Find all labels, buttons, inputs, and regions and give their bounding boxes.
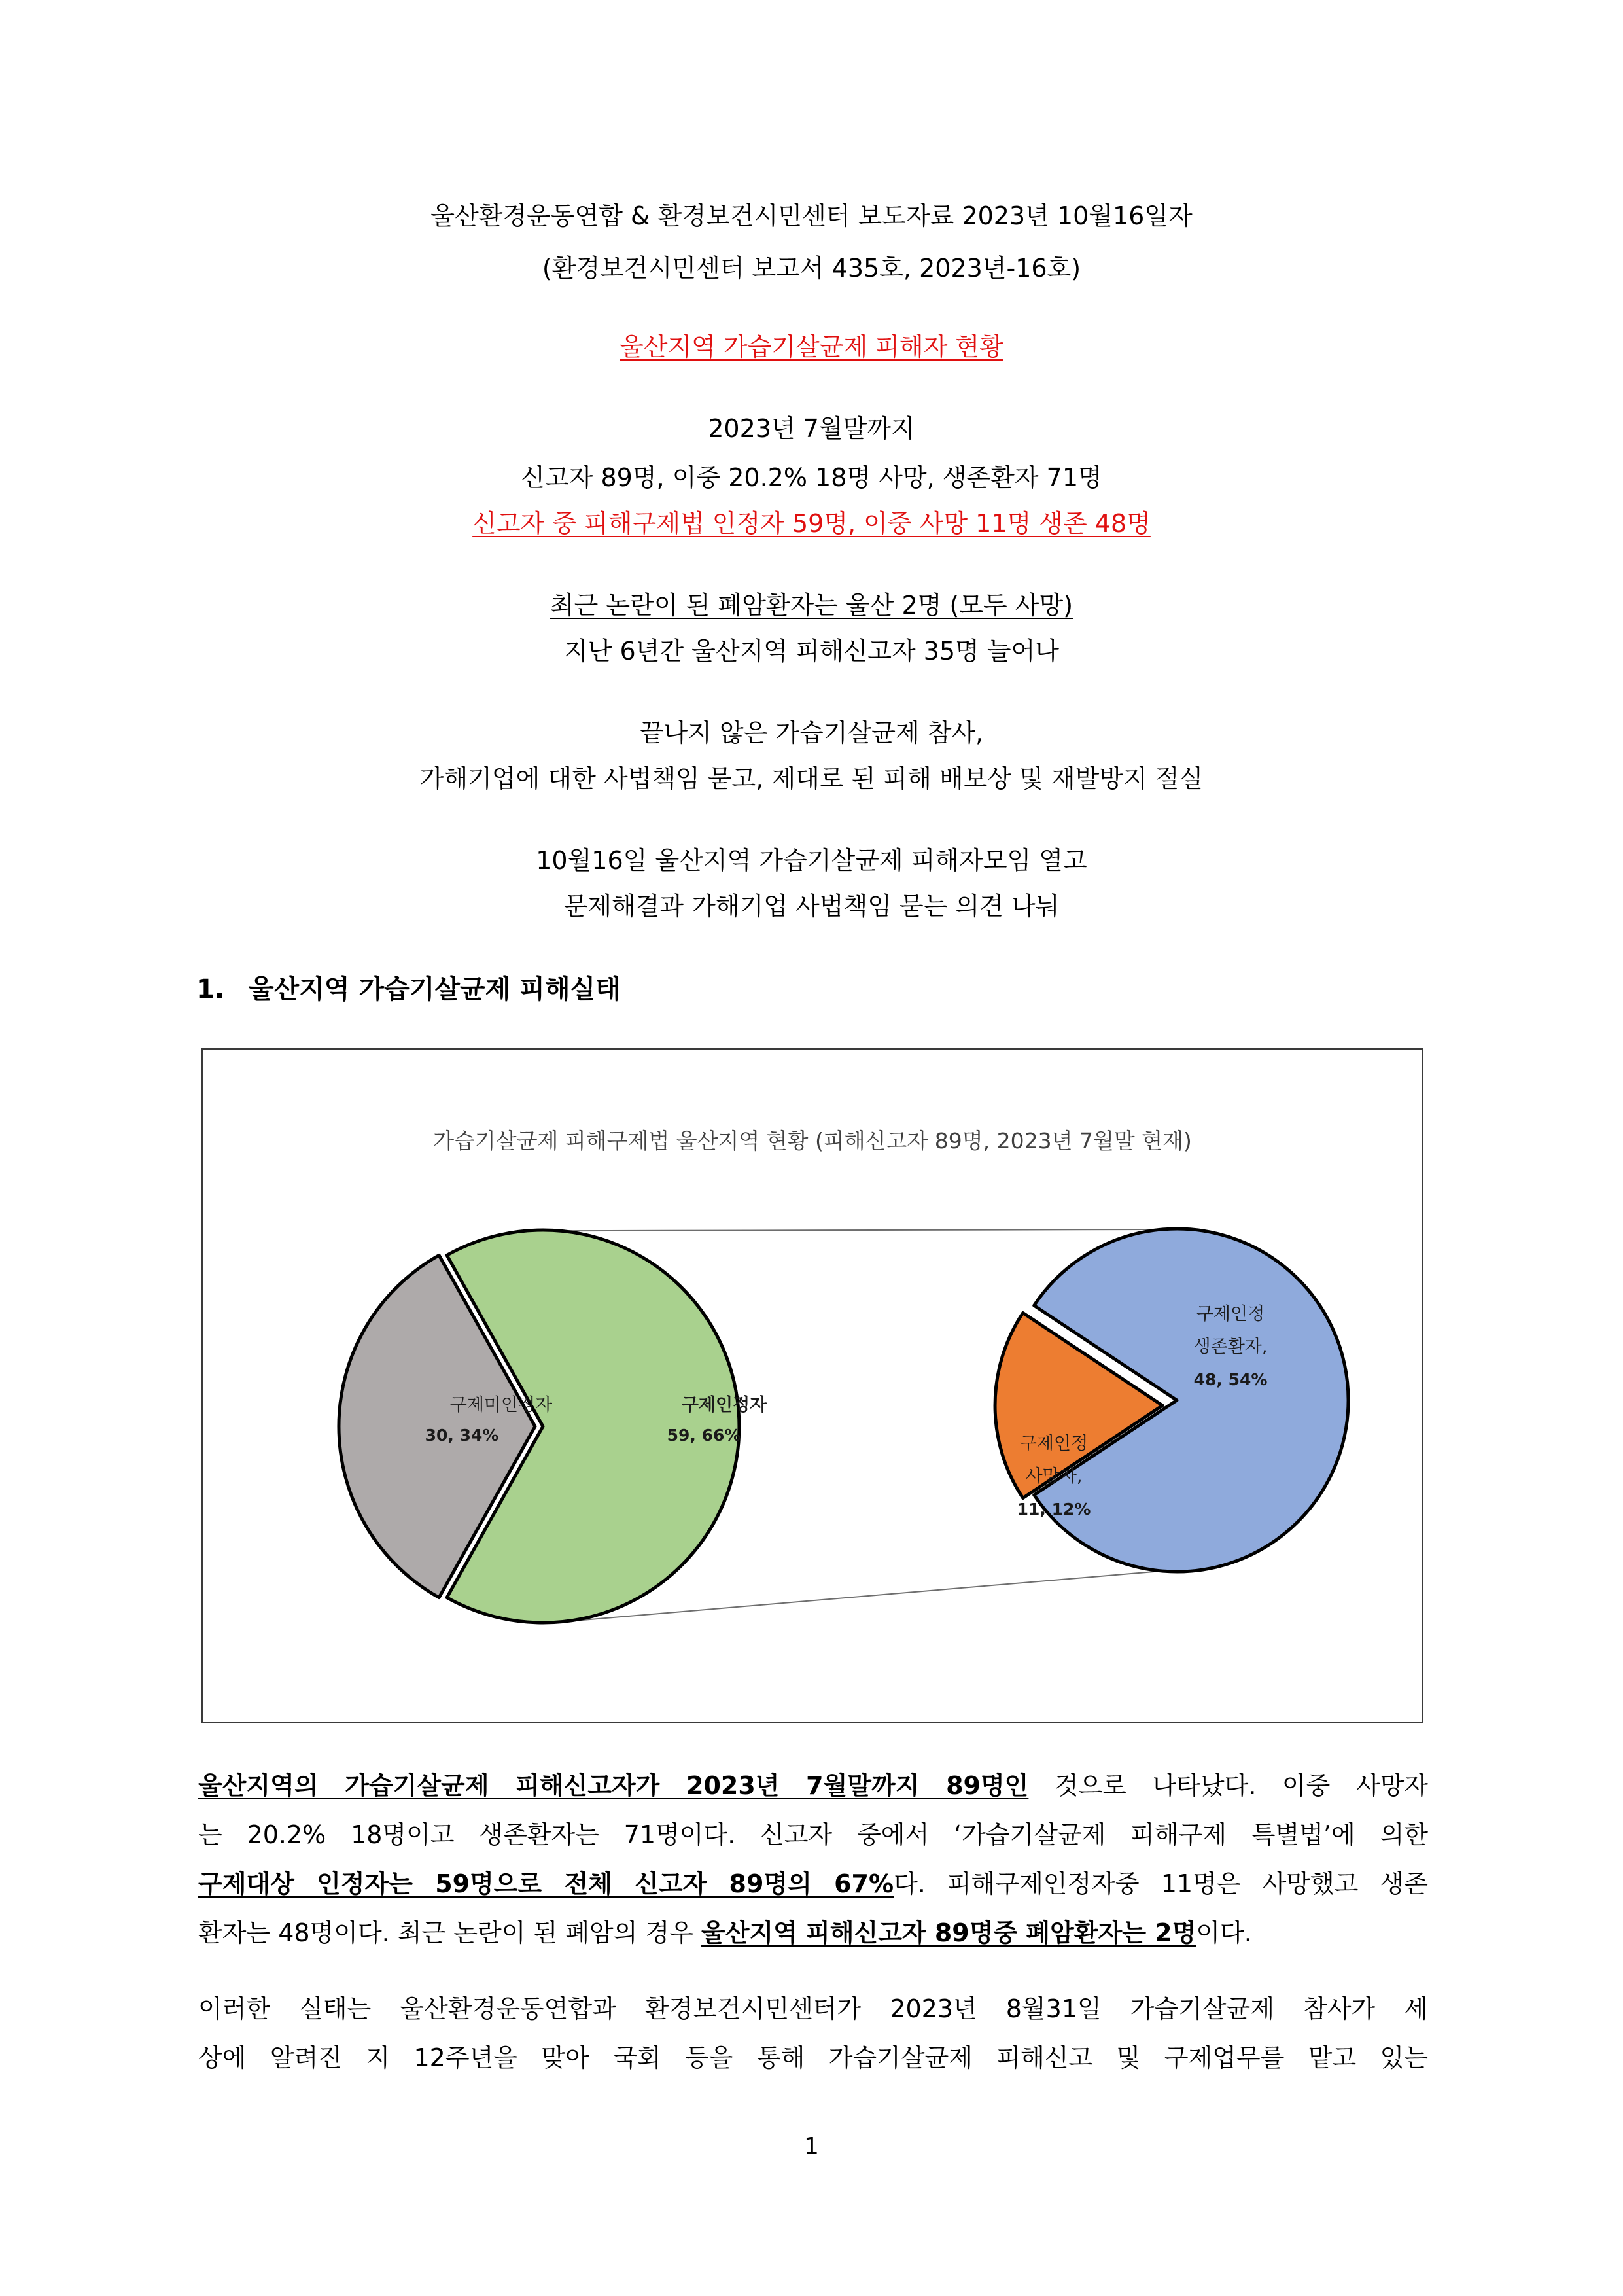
paragraph-1-line-4-post: 이다. xyxy=(1196,1918,1252,1947)
label-deceased-line1: 구제인정 xyxy=(1019,1434,1089,1454)
headline xyxy=(131,327,1492,366)
six-year-increase: 지난 6년간 울산지역 피해신고자 35명 늘어나 xyxy=(564,637,1059,665)
label-deceased-line2: 사망자, xyxy=(1025,1466,1083,1487)
paragraph-1-line-4 xyxy=(198,1909,1428,1958)
meeting-line-1: 10월16일 울산지역 가습기살균제 피해자모임 열고 xyxy=(536,846,1087,875)
lung-cancer-note xyxy=(131,586,1492,625)
section-heading xyxy=(196,968,621,1006)
demand-line-1: 끝나지 않은 가습기살균제 참사, xyxy=(639,718,984,747)
chart-title: 가습기살균제 피해구제법 울산지역 현황 (피해신고자 89명, 2023년 7월말 현재) xyxy=(433,1128,1192,1154)
paragraph-1-line-2: 는 20.2% 18명이고 생존환자는 71명이다. 신고자 중에서 ‘가습기살균제 피해구제 특별법’에 의한 xyxy=(198,1820,1428,1849)
pie-chart-frame xyxy=(201,1048,1423,1723)
label-deceased-value: 11, 12% xyxy=(1017,1500,1091,1519)
pie-of-pie-chart xyxy=(203,1050,1422,1722)
label-recognized-value: 59, 66% xyxy=(667,1426,741,1445)
paragraph-2-line-2: 상에 알려진 지 12주년을 맞아 국회 등을 통해 가습기살균제 피해신고 및 구제업무를 맡고 있는 xyxy=(198,2043,1428,2072)
highlight-lung-cancer: 울산지역 피해신고자 89명중 폐암환자는 2명 xyxy=(701,1918,1196,1947)
paragraph-1-line-3-rest: 다. 피해구제인정자중 11명은 사망했고 생존 xyxy=(894,1869,1428,1898)
label-survivors-value: 48, 54% xyxy=(1193,1370,1268,1389)
section-number: 1. xyxy=(196,974,225,1004)
label-not-recognized-name: 구제미인정자 xyxy=(449,1395,553,1415)
lung-cancer-note-text: 최근 논란이 된 폐암환자는 울산 2명 (모두 사망) xyxy=(550,591,1073,620)
stats-recognized-text: 신고자 중 피해구제법 인정자 59명, 이중 사망 11명 생존 48명 xyxy=(472,509,1151,538)
label-not-recognized-value: 30, 34% xyxy=(425,1426,499,1445)
stats-summary: 신고자 89명, 이중 20.2% 18명 사망, 생존환자 71명 xyxy=(521,463,1102,492)
label-recognized-name: 구제인정자 xyxy=(681,1395,767,1415)
paragraph-1-line-4-pre: 환자는 48명이다. 최근 논란이 된 폐암의 경우 xyxy=(198,1918,702,1947)
demand-line-2: 가해기업에 대한 사법책임 묻고, 제대로 된 피해 배보상 및 재발방지 절실 xyxy=(419,764,1204,793)
highlight-89-reporters: 울산지역의 가습기살균제 피해신고자가 2023년 7월말까지 89명인 xyxy=(198,1771,1029,1800)
label-survivors-line2: 생존환자, xyxy=(1193,1337,1268,1357)
paragraph-2-line-1: 이러한 실태는 울산환경운동연합과 환경보건시민센터가 2023년 8월31일 가습기살균제 참사가 세 xyxy=(198,1994,1428,2023)
stats-recognized xyxy=(131,504,1492,543)
connector-line-top xyxy=(560,1229,1162,1231)
meeting-line-2: 문제해결과 가해기업 사법책임 묻는 의견 나눠 xyxy=(563,892,1060,921)
press-release-header: 울산환경운동연합 & 환경보건시민센터 보도자료 2023년 10월16일자 xyxy=(430,202,1193,230)
paragraph-1-line-1-rest: 것으로 나타났다. 이중 사망자 xyxy=(1028,1771,1428,1800)
paragraph-1 xyxy=(198,1761,1428,1958)
stats-date: 2023년 7월말까지 xyxy=(708,414,915,443)
label-survivors-line1: 구제인정 xyxy=(1196,1304,1265,1324)
highlight-59-recognized: 구제대상 인정자는 59명으로 전체 신고자 89명의 67% xyxy=(198,1869,894,1898)
headline-text: 울산지역 가습기살균제 피해자 현황 xyxy=(620,332,1003,361)
section-title: 울산지역 가습기살균제 피해실태 xyxy=(249,974,621,1004)
report-number: (환경보건시민센터 보고서 435호, 2023년-16호) xyxy=(542,254,1081,283)
paragraph-2 xyxy=(198,1985,1428,2083)
paragraph-1-line-1 xyxy=(198,1761,1428,1810)
page-number: 1 xyxy=(804,2133,819,2160)
paragraph-1-line-3 xyxy=(198,1860,1428,1909)
